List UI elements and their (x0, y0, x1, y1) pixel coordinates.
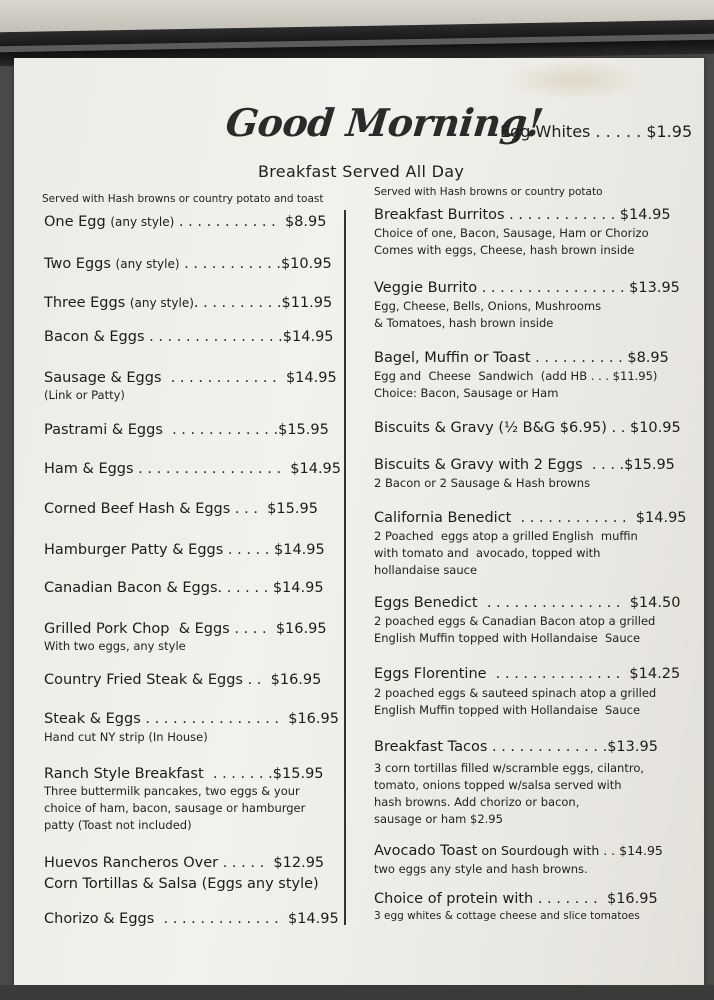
menu-item-avocado-toast: Avocado Toast on Sourdough with . . $14.95 (374, 843, 663, 859)
column-divider (344, 210, 346, 925)
menu-item-desc: 2 poached eggs & Canadian Bacon atop a grilled English Muffin topped with Hollandaise Sauce (374, 614, 656, 645)
menu-item-corned-beef-hash: Corned Beef Hash & Eggs . . . $15.95 (44, 501, 318, 517)
egg-whites-price: Egg Whites . . . . . $1.95 (500, 122, 693, 141)
menu-item-desc: Choice of one, Bacon, Sausage, Ham or Chorizo Comes with eggs, Cheese, hash brown inside (374, 226, 649, 257)
menu-item-desc: 2 Bacon or 2 Sausage & Hash browns (374, 476, 591, 490)
subtitle: Breakfast Served All Day (258, 162, 465, 181)
menu-item-country-fried-steak: Country Fried Steak & Eggs . . $16.95 (44, 672, 322, 688)
page-title: Good Morning! (223, 100, 546, 145)
menu-item-desc: 2 poached eggs & sauteed spinach atop a grilled English Muffin topped with Hollandaise Sauce (374, 686, 657, 717)
menu-item-desc: Egg, Cheese, Bells, Onions, Mushrooms & Tomatoes, hash brown inside (374, 299, 602, 330)
menu-item-steak-eggs: Steak & Eggs . . . . . . . . . . . . . . . $16.95 (44, 711, 339, 727)
menu-item-two-eggs: Two Eggs (any style) . . . . . . . . . . .$10.95 (44, 256, 332, 272)
background-bottom (0, 985, 714, 1000)
menu-item-biscuits-gravy: Biscuits & Gravy (½ B&G $6.95) . . $10.95 (374, 420, 681, 436)
menu-item-desc: 2 Poached eggs atop a grilled English muffin with tomato and avocado, topped with hollandaise sauce (374, 529, 638, 577)
menu-item-biscuits-gravy-eggs: Biscuits & Gravy with 2 Eggs . . . .$15.95 (374, 457, 675, 473)
menu-item-sausage-eggs: Sausage & Eggs . . . . . . . . . . . . $14.95 (44, 370, 337, 386)
menu-item-eggs-florentine: Eggs Florentine . . . . . . . . . . . . . . $14.25 (374, 666, 681, 682)
menu-item-one-egg: One Egg (any style) . . . . . . . . . . . $8.95 (44, 214, 327, 230)
menu-item-desc: Egg and Cheese Sandwich (add HB . . . $11.95) Choice: Bacon, Sausage or Ham (374, 369, 658, 400)
menu-item-desc: 3 corn tortillas filled w/scramble eggs, cilantro, tomato, onions topped w/salsa served with hash browns. Add chorizo or bacon, sausage or ham $2.95 (374, 761, 645, 826)
paper-stain (504, 60, 644, 100)
menu-item-eggs-benedict: Eggs Benedict . . . . . . . . . . . . . . . $14.50 (374, 595, 681, 611)
menu-item-desc: two eggs any style and hash browns. (374, 862, 588, 876)
menu-item-california-benedict: California Benedict . . . . . . . . . . . . $14.95 (374, 510, 687, 526)
menu-item-desc: Three buttermilk pancakes, two eggs & your choice of ham, bacon, sausage or hamburger patty (Toast not included) (44, 784, 306, 832)
menu-item-ranch-breakfast: Ranch Style Breakfast . . . . . . .$15.95 (44, 766, 324, 782)
menu-item-canadian-bacon: Canadian Bacon & Eggs. . . . . . $14.95 (44, 580, 324, 596)
menu-item-bacon-eggs: Bacon & Eggs . . . . . . . . . . . . . . .$14.95 (44, 329, 334, 345)
menu-item-veggie-burrito: Veggie Burrito . . . . . . . . . . . . . . . . $13.95 (374, 280, 680, 296)
menu-item-pastrami-eggs: Pastrami & Eggs . . . . . . . . . . . .$15.95 (44, 422, 329, 438)
menu-item-ham-eggs: Ham & Eggs . . . . . . . . . . . . . . . . $14.95 (44, 461, 342, 477)
menu-item-huevos-rancheros: Huevos Rancheros Over . . . . . $12.95 Corn Tortillas & Salsa (Eggs any style) (44, 855, 325, 892)
menu-item-desc: Hand cut NY strip (In House) (44, 730, 208, 744)
menu-item-breakfast-tacos: Breakfast Tacos . . . . . . . . . . . . .$13.95 (374, 739, 658, 755)
right-note: Served with Hash browns or country potato (374, 186, 603, 198)
menu-item-chorizo-eggs: Chorizo & Eggs . . . . . . . . . . . . . $14.95 (44, 911, 339, 927)
menu-item-choice-of-protein: Choice of protein with . . . . . . . $16.95 (374, 891, 658, 907)
menu-item-pork-chop: Grilled Pork Chop & Eggs . . . . $16.95 (44, 621, 327, 637)
menu-item-bagel-muffin-toast: Bagel, Muffin or Toast . . . . . . . . . . $8.95 (374, 350, 669, 366)
menu-item-desc: (Link or Patty) (44, 388, 125, 402)
menu-item-hamburger-patty: Hamburger Patty & Eggs . . . . . $14.95 (44, 542, 325, 558)
menu-item-breakfast-burritos: Breakfast Burritos . . . . . . . . . . . . $14.95 (374, 207, 671, 223)
left-note: Served with Hash browns or country potato and toast (42, 193, 324, 205)
menu-item-desc: 3 egg whites & cottage cheese and slice tomatoes (374, 910, 640, 922)
menu-item-three-eggs: Three Eggs (any style). . . . . . . . . .$11.95 (44, 295, 333, 311)
menu-item-desc: With two eggs, any style (44, 639, 186, 653)
